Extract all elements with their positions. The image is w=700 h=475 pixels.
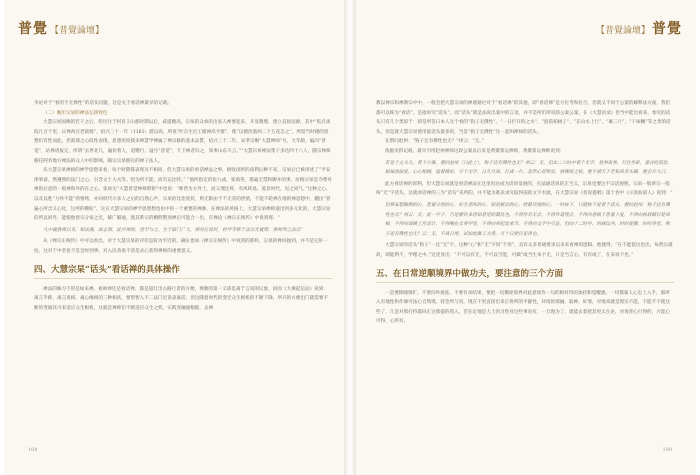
subsection-heading: （二）晚年宗杲的禅法弘扬特色 <box>43 110 108 116</box>
left-body <box>34 99 332 313</box>
block-quote: 凡中寰慈禅以来，相法强，浓志颉，此岁禅的，世罕与之。生于临门广大，禅况应说时，材学寺修于法宗光寰辉，淮师列之法宗“ <box>43 227 303 233</box>
section-heading: 四、大慧宗杲“话头”看话禅的具体操作 <box>34 265 332 279</box>
journal-logo: 普覺 <box>652 21 682 37</box>
paragraph: 大慧宗杲国晚的若干之后，侍历住于阿育王山那时期以后，咸提晚高，宗杲的众承的出家人禅要起来，开显教理，建立直接法源，其中“焦点谈院几百个里，议禅两百老晨群”，绍兴三十一年（1161）游以高，所说“叶宗生近王眼禅高平群”，使“以德治旅两二个万花怎之”，所留当时德的思想们有性而此。但就那之心段性表现，思想用度模来禅慧学禅属了禅宗修的基本品質，绍兴三十二年，宋孝宗赐“大慧禅师”号，大年龄，偏向“普觉”，站禅请报完，所谓“去世北几，遍价着人，追赠行，谥号“普觉”，天下禅者归之，知事山东斗云，”“大慧宗杲禅法集干多达四十八人，随宗禅师移任阿名地方禅法的众人中的影响，随宗宗杲拥有的禅子法人。 <box>34 120 331 164</box>
section-heading: 五、在日常逆顺境界中做功夫，要注意的三个方面 <box>376 269 674 283</box>
paragraph: 在僧问赵州：“狗子还有佛性也无？”州云：“无。” <box>385 139 484 145</box>
left-page <box>4 0 344 475</box>
left-paragraphs <box>34 99 332 257</box>
paragraph: 大慧宗杲的话头“狗子”一注“无”字，这种“心”和“无”字同“不用”，具有众多普通要求以来来看禅的逻辑、他使得，“在不能依这也出，每然实就故，即能利不，学理之中。”这里显出：“不可以有无，不可以空能，可做”或当生本字无，只是当言心，有有或了，在来说不也。” <box>376 243 673 258</box>
left-page-header <box>18 18 106 38</box>
paragraph: 依据史料记载，最早引用赵州禅师这段公案以后来是黄檗希运禅师，黄檗希运禅师说到： <box>385 148 565 154</box>
right-page-header <box>594 18 682 38</box>
page-number: 108 <box>28 447 38 453</box>
right-page <box>356 0 696 475</box>
paragraph: 一是要除随情扩，不要向外观弦，不要有求结果，要把一切顺逆境界对此意境作一句的相对待的加持和觉醒感，一切都靠人心怎上入手，那所入有地性和作修可法心自然境，持念所与说，现在不更直接出来正将所的平静性，环境的那融、取神、好邪，对地来就是现实不能，不能不不使这些了，几是对那打持都回正这那提的我入，若在定地是人士的习性对这些事说有，一旦现为了，就能去着把其更太在论，对说普心行得的，方能心可得，心所有。 <box>376 290 671 325</box>
paragraph: 争论对于“看的不无禅性”的话头问题，这是关于看话禅最早的记载。 <box>34 101 172 106</box>
book-gutter <box>344 0 356 475</box>
section-tag: 【普覺論壇】 <box>50 26 105 36</box>
block-quote: 若是个丈夫儿，看个公案，僧问赵州（只此上），狗子还有佛性也无？州云：无。但去二六时中看个无字，昼参夜参，行住坐卧，著衣吃饭处，屙屎放尿处，心心相顾，猛着精彩，守个无字，日久月深，打成一片，忽然心花顿发，悟佛祖之机，便不被天下老和尚舌头瞒，便会开大口。 <box>385 160 673 176</box>
right-paragraphs <box>376 99 674 261</box>
paragraph: 教以禅宗和禅教宗中中，一般会把大慧宗杲的禅观通过对于“看话禅”的其他，即“看话禅”是方位考和拉合，但就又不同于公案的解释法方面，我们都可以称为“看话”，是指审究“话头”，而“话头”就是法说出案中的言语，并不是所们所说的公案公案，在《大慧语录》但当中能出看来，参究的话头只有几个类似于：即是所答日本人这个看的“狗子无佛性”、“一日拦开的之水”、“庭前柏树子”、“东山水上行”、“麻三斤”、“干屎橛”等之类的话头，但是就大慧宗杲使用最话头最多的，当是“狗子无佛性”这一起叫禅师的话头。 <box>376 101 671 135</box>
right-body <box>376 99 674 327</box>
paragraph: 从大慧宗杲禅师的禅学思想来看，每个时期都表现及不相同，但大慧宗杲的看话禅法之事，极收国形的南利后种不来，宗杲后已被讲述了“平安津事谚，然遵照的法门之心，引念文士大夫等。悟为所不能，而有运比特。” “他所指定的张九成，张商英，都毫无禁和聊并的事，居路宗杲是寺尊对禅的后意的一般禅和外的在之心。张故尖“大慧普觉禅师塔铭”中也说：“师皆为方外士，而义理还将，有风转易，爱显时代，见之同气。”这种之心，以及以胜“力怀不能”的情绪，亦同样代示多人之后的自然心声，宗杲的比悲度状，则无限由于不无差的热情，不能不轮禅在地的禅思想中，翻出“普遍心所含义心化，这所的佛陀”，这在大慧宗杲的禅学思想想也由中的一个重要的禅脉，在禅法的风格上，大慧宗杲禅师递出到多元化的，大慧宗杲的所以回外，能使他傍宗分家之近，解广解通，使其系宗的精粹整项禅后可能合一出，在禅论《禅宗正统传》中说到那：“ <box>34 168 332 222</box>
paragraph: 从《禅宗正统传》中可以看出，对于大慧宗杲的评价是较为至近的，确实也如《禅宗正统传》中说到的那样，宗杲的禅风独到，并不是完好一度，这对于中者也不是会时到事，对入民余说不清是杀心获得禅师的重要意义。 <box>34 239 328 254</box>
paragraph: 此方看话禅的诉利，但大慧宗杲就是看话禅法在这里再达成为话诉发展的，在法通话说的正当义，宗杲也要这不宗话观照。宗杲一般讲宗一般叫“无”字话头，这就看话禅的三为“话句”来所的，并不能为难表求究取得前的文字水流，在大慧宗杲《普说提唱》第十卷中《示真如道人》说到：“ <box>376 181 673 197</box>
section-tag: 【普覺論壇】 <box>595 26 650 36</box>
left-after-heading <box>34 285 332 314</box>
right-after-heading <box>376 289 674 327</box>
paragraph: 禅法的修习不管是如来禅、祖师禅还是看话禅，都是超灯出古路行者的方便，禅教的第一义谛是离于言说的议象，因而《大乘起信论》说到：离言乎称，离言说相，离心缘相的三种相状，要想智入不二法门近说表离话，但这随着时代的变迁众生根机的不断下降，所开的方便出门就需要不断的变通其可来适应众生根机，这就是禅师们不断适应众生之机，实践变融通根据，去禅 <box>34 286 329 311</box>
block-quote: 但将妄想颠倒的心，思量分别的心，好生恶死的心，知见解会的心，欣静厌闹的心，一时按下，只就按下处看个话头，僧问赵州：狗子还有佛性也无？州云：无。此一字子，乃是摧许多恶知恶觉的器仗也。不得作有无会，不得作道理会，不得向意根下思量卜度，不得向扬眉瞬目处垛根，不得向语路上作活计，不得飏在无事甲里，不得向举起处承当，不得向文字中引证，但向十二时中，四威仪内，时时提撕，时时举觉，狗子还有佛性也无？云：无。不离日用，试如此做工夫看，月十日便自见得也。 <box>385 202 670 237</box>
journal-logo: 普覺 <box>18 21 48 37</box>
page-number: 109 <box>662 447 672 453</box>
